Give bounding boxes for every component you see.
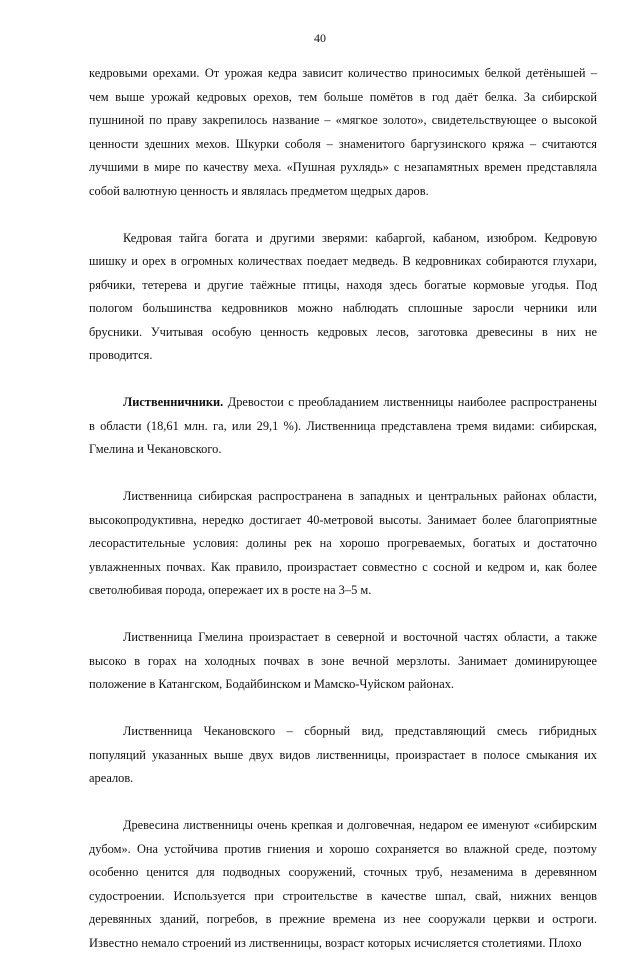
paragraph-text: кедровыми орехами. От урожая кедра зависит количество приносимых белкой детёнышей – чем выше урожай кедровых орехов, тем больше помётов в год даёт белка. За сибирской пушниной по праву закрепилось название – «мягкое золото», свидетельствующее о высокой ценности здешних мехов. Шкурки соболя – знаменитого баргузинского кряжа – считаются лучшими в мире по качеству меха. «Пушная рухлядь» с незапамятных времен представляла собой валютную ценность и являлась предметом щедрых даров. xyxy=(89,66,597,198)
section-term: Лиственничники. xyxy=(123,395,224,409)
paragraph-5 xyxy=(89,626,597,697)
paragraph-text: Лиственница Чекановского – сборный вид, представляющий смесь гибридных популяций указанных выше двух видов лиственницы, произрастает в полосе смыкания их ареалов. xyxy=(89,724,597,785)
paragraph-text: Лиственница Гмелина произрастает в северной и восточной частях области, а также высоко в горах на холодных почвах в зоне вечной мерзлоты. Занимает доминирующее положение в Катангском, Бодайбинском и Мамско-Чуйском районах. xyxy=(89,630,597,691)
page-number: 40 xyxy=(314,31,326,45)
paragraph-6 xyxy=(89,720,597,791)
paragraph-text: Древостои с преобладанием лиственницы наиболее распространены в области (18,61 млн. га, или 29,1 %). Лиственница представлена тремя видами: сибирская, Гмелина и Чекановского. xyxy=(89,395,597,456)
paragraph-2 xyxy=(89,227,597,368)
paragraph-text: Древесина лиственницы очень крепкая и долговечная, недаром ее именуют «сибирским дубом». Она устойчива против гниения и хорошо сохраняется во влажной среде, поэтому особенно ценится для подводных сооружений, сточных труб, незаменима в деревянном судостроении. Используется при строительстве в качестве шпал, свай, нижних венцов деревянных зданий, погребов, в прежние времена из нее сооружали церкви и остроги. Известно немало строений из лиственницы, возраст которых исчисляется столетиями. Плохо xyxy=(89,818,597,950)
paragraph-text: Кедровая тайга богата и другими зверями: кабаргой, кабаном, изюбром. Кедровую шишку и орех в огромных количествах поедает медведь. В кедровниках собираются глухари, рябчики, тетерева и другие таёжные птицы, находя здесь богатые кормовые угодья. Под пологом большинства кедровников можно наблюдать сплошные заросли черники или брусники. Учитывая особую ценность кедровых лесов, заготовка древесины в них не проводится. xyxy=(89,230,597,362)
paragraph-7 xyxy=(89,814,597,955)
paragraph-text: Лиственница сибирская распространена в западных и центральных районах области, высокопродуктивна, нередко достигает 40-метровой высоты. Занимает более благоприятные лесорастительные условия: долины рек на хорошо прогреваемых, богатых и достаточно увлажненных почвах. Как правило, произрастает совместно с сосной и кедром и, как более светолюбивая порода, опережает их в росте на 3–5 м. xyxy=(89,489,597,597)
paragraph-4 xyxy=(89,485,597,603)
paragraph-3 xyxy=(89,391,597,462)
paragraph-1 xyxy=(89,62,597,203)
body-text xyxy=(89,62,597,979)
